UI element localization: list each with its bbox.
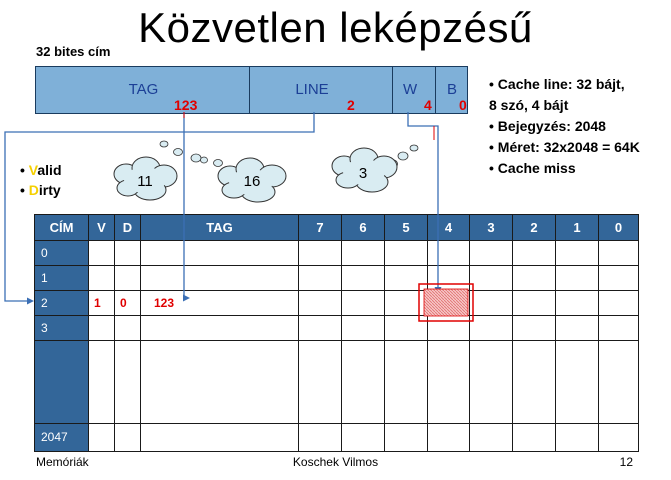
col-header-tag: TAG [141, 215, 299, 241]
b-field-value: 0 [459, 97, 467, 113]
col-header-d: D [115, 215, 141, 241]
bullet-item: 8 szó, 4 bájt [489, 97, 569, 113]
footer-center: Koschek Vilmos [292, 455, 379, 469]
row-cim: 1 [35, 266, 89, 291]
dirty-rest: irty [38, 182, 61, 198]
col-header-5: 5 [385, 215, 428, 241]
bubble-dot [398, 152, 408, 160]
bullet-item: • Cache miss [489, 160, 576, 176]
bubble-dot [201, 157, 208, 163]
col-header-0: 0 [599, 215, 639, 241]
bullet-item: • Bejegyzés: 2048 [489, 118, 606, 134]
row-cim: 3 [35, 316, 89, 341]
valid-legend: • Valid [20, 162, 62, 178]
valid-initial: V [28, 162, 38, 178]
page-number: 12 [619, 455, 633, 469]
line-field-label: LINE [295, 81, 329, 98]
tag-field-value: 123 [174, 97, 198, 113]
tag-compare-arrow [184, 112, 188, 298]
bubble-dot [160, 141, 168, 147]
row-cim: 2 [35, 291, 89, 316]
valid-rest: alid [37, 162, 62, 178]
col-header-4: 4 [428, 215, 470, 241]
highlighted-word-fill [424, 289, 468, 316]
bubble-dot [174, 149, 183, 156]
bubble-dot [191, 154, 201, 162]
cloud-label: 11 [137, 173, 153, 190]
dirty-initial: D [28, 182, 39, 198]
col-header-1: 1 [556, 215, 599, 241]
slide-title: Közvetlen leképzésű [138, 4, 533, 51]
address-label: 32 bites cím [36, 44, 111, 59]
cloud-label: 3 [358, 165, 368, 182]
col-header-7: 7 [299, 215, 342, 241]
row-cim: 0 [35, 241, 89, 266]
w-field-label: W [403, 81, 418, 98]
b-field-label: B [447, 81, 458, 98]
tag-field-label: TAG [128, 81, 159, 98]
bubble-dot [410, 145, 418, 151]
line-index-arrow [5, 112, 314, 301]
cloud-label: 16 [243, 173, 261, 190]
row-cim: 2047 [35, 423, 89, 451]
row-valid: 1 [89, 291, 115, 316]
line-field-value: 2 [347, 97, 355, 113]
bullet-item: • Cache line: 32 bájt, [489, 76, 625, 92]
red-pointer-marks [184, 112, 434, 140]
row-tag: 123 [141, 291, 299, 316]
bubble-dot [214, 160, 223, 167]
dirty-legend: • Dirty [20, 182, 61, 198]
col-header-v: V [89, 215, 115, 241]
w-field-value: 4 [424, 97, 432, 113]
col-header-2: 2 [513, 215, 556, 241]
col-header-6: 6 [342, 215, 385, 241]
col-header-cim: CÍM [35, 215, 89, 241]
arrow-heads [27, 287, 442, 305]
col-header-3: 3 [470, 215, 513, 241]
bullet-item: • Méret: 32x2048 = 64K [489, 139, 640, 155]
footer-left: Memóriák [36, 455, 89, 469]
row-dirty: 0 [115, 291, 141, 316]
